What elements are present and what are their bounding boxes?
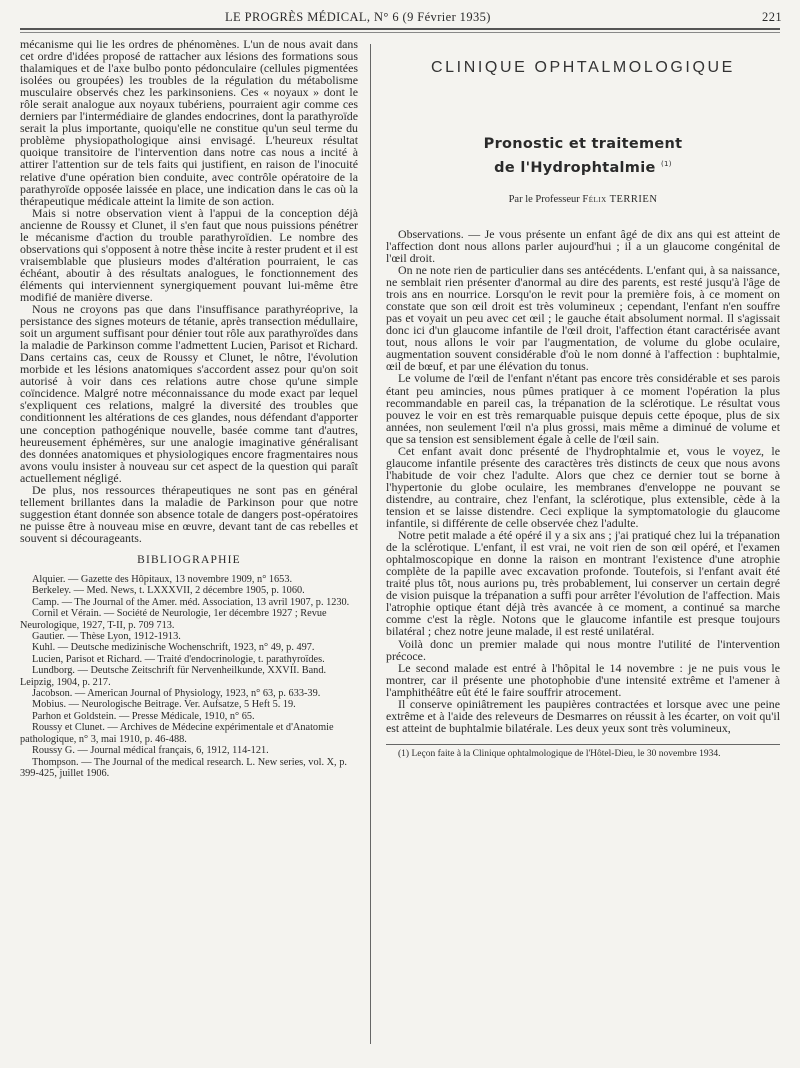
footnote-marker: (1) — [660, 160, 672, 169]
body-paragraph: Il conserve opiniâtrement les paupières contractées et lorsque avec une peine extrême et à l'aide des releveurs de Desmarres on réussit à les écarter, on voit qu'il est atteint de buphtalmie bilatérale. Les deux yeux sont très volumineux, — [386, 696, 780, 735]
author-name: Félix TERRIEN — [582, 193, 658, 205]
bibliography-entry: Jacobson. — American Journal of Physiology, 1923, n° 63, p. 633-39. — [32, 688, 321, 700]
body-paragraph: Notre petit malade a été opéré il y a six ans ; j'ai pratiqué chez lui la trépanation de la sclérotique. L'enfant, il est vrai, ne voit rien de son œil opéré, et l'examen ophtalmoscopique en donne la raison en montrant l'existence d'une atrophie complète de la papille avec excavation profonde. Toutefois, si l'enfant avait été traité plus tôt, nous aurions pu, très probablement, lui conserver un certain degré de vision puisque la trépanation a suffi pour arrêter l'évolution de l'affection. Mais l'atrophie optique étant déjà très avancée à ce moment, a continué sa marche comme c'est la règle. Notons que le glaucome infantile est presque toujours bilatéral ; chez notre jeune malade, il est resté unilatéral. — [386, 528, 780, 639]
bibliography-entry: Lundborg. — Deutsche Zeitschrift für Nervenheilkunde, XXVII. Band. Leipzig, 1904, p. 217. — [20, 665, 327, 688]
body-paragraph: Nous ne croyons pas que dans l'insuffisance parathyréoprive, la persistance des signes moteurs de tétanie, après transection médullaire, soit un argument suffisant pour dénier tout rôle aux parathyroïdes dans la maladie de Parkinson comme l'admettent Lucien, Parisot et Richard. Dans certains cas, ceux de Roussy et Clunet, le nôtre, l'évolution morbide et les lésions anatomiques s'accordent assez pour qu'on soit autorisé à voir dans ces relations autre chose qu'une simple coïncidence. Malgré notre méconnaissance du mode exact par lequel s'expliquent ces relations, malgré la diversité des troubles que conditionnent les altérations de ces glandes, nous défendant d'apporter une conception pathogénique nouvelle, basée comme tant d'autres, heureusement éphémères, sur une analogie imaginative généralisant des données anatomiques et physiologiques encore fragmentaires nous avons voulu insister à nouveau sur cet aspect de la question qui paraît actuellement négligé. — [20, 302, 358, 485]
body-paragraph: On ne note rien de particulier dans ses antécédents. L'enfant qui, à sa naissance, ne semblait rien présenter d'anormal au dire des parents, est resté jusqu'à l'âge de trois ans en nourrice. Lorsqu'on le revit pour la première fois, à ce moment on constate que son œil droit est très volumineux ; cependant, l'enfant n'en souffre pas et voyait un peu avec cet œil ; le gauche était absolument normal. Il s'agissait donc ici d'un glaucome infantile de l'œil droit, l'affection étant caractérisée avant tout, nous allons le voir par l'augmentation, de volume du globe oculaire, augmentation souvent considérable d'où le nom donné à l'affection : buphtalmie, œil de bœuf, et par une élévation du tonus. — [386, 263, 780, 374]
body-paragraph: mécanisme qui lie les ordres de phénomènes. L'un de nous avait dans cet ordre d'idées proposé de rattacher aux lésions des formations sous thalamiques et de l'axe bulbo ponto pédonculaire (cellules pigmentées isolées ou groupées) les troubles de la régulation du métabolisme musculaire observés chez les parkinsoniens. Ces « noyaux » dont le rôle serait analogue aux noyaux tubériens, pourraient agir comme ces derniers par l'intermédiaire de glandes endocrines, dont la parathyroïde serait la plus importante, quoiqu'elle ne constitue qu'un seul terme du problème physiopathologique ainsi envisagé. L'heureux résultat quoique transitoire de l'intervention dans notre cas nous a incité à attirer l'attention sur de tels faits qui justifient, en raison de l'inocuité relative d'une opération bien conduite, avec contrôle opératoire de la parathyroïde opposée laissée en place, une indication dans le cas où la thérapeutique médicale atteint la limite de son action. — [20, 38, 358, 208]
bibliography-entry: Alquier. — Gazette des Hôpitaux, 13 novembre 1909, n° 1653. — [32, 574, 293, 586]
body-paragraph: Le second malade est entré à l'hôpital le 14 novembre : je ne puis vous le montrer, car il présente une photophobie d'une intensité extrême et l'amener à l'amphithéâtre eût été le faire souffrir atrocement. — [386, 660, 780, 699]
article-title-line-2 — [386, 154, 780, 178]
bibliography-entry: Kuhl. — Deutsche medizinische Wochenschrift, 1923, n° 49, p. 497. — [32, 642, 315, 654]
running-title: LE PROGRÈS MÉDICAL, N° 6 (9 Février 1935) — [225, 10, 491, 24]
article-title — [386, 134, 780, 178]
header-rule-thin — [20, 32, 780, 33]
body-paragraph: Le volume de l'œil de l'enfant n'étant pas encore très considérable et ses parois étant peu amincies, nous pûmes pratiquer à ce moment l'opération la plus recommandable en pareil cas, la trépanation de la sclérotique. Le résultat vous pouvez le voir en est très remarquable puisque depuis cette époque, plus de six années, non seulement l'œil n'a plus grossi, mais même a diminué de volume et que sa tension est sensiblement égale à celle de l'œil sain. — [386, 371, 780, 446]
body-paragraph: Observations. — Je vous présente un enfant âgé de dix ans qui est atteint de l'affection dont nous allons parler aujourd'hui ; il a un glaucome congénital de l'œil droit. — [386, 226, 780, 266]
bibliography-entry: Lucien, Parisot et Richard. — Traité d'endocrinologie, t. parathyroïdes. — [32, 653, 325, 665]
bibliography-entry: Roussy G. — Journal médical français, 6, 1912, 114-121. — [32, 745, 269, 757]
footnote-rule — [386, 744, 780, 745]
bibliography-entry: Cornil et Vérain. — Société de Neurologie, 1er décembre 1927 ; Revue Neurologique, 1927, T-II, p. 709 713. — [20, 608, 327, 631]
article-title-line-1: Pronostic et traitement — [483, 136, 683, 153]
bibliography-entry: Berkeley. — Med. News, t. LXXXVII, 2 décembre 1905, p. 1060. — [32, 585, 305, 597]
byline — [386, 194, 780, 206]
article-title-text: de l'Hydrophtalmie — [494, 159, 656, 176]
body-paragraph: Voilà donc un premier malade qui nous montre l'utilité de l'intervention précoce. — [386, 636, 780, 663]
body-paragraph: Mais si notre observation vient à l'appui de la conception déjà ancienne de Roussy et Clunet, il s'en faut que nous puissions pénétrer le mécanisme d'action du trouble parathyroïdien. Le nombre des observations qui s'opposent à notre thèse incite à rester prudent et il est vraisemblable que plusieurs modes d'altération pourraient, le cas échéant, aboutir à des résultats analogues, le fonctionnement des éléments qui interviennent synergiquement pouvant lui-même être modifié de manière diverse. — [20, 205, 358, 304]
bibliography-entry: Thompson. — The Journal of the medical research. L. New series, vol. X, p. 399-425, juillet 1906. — [20, 756, 347, 779]
bibliography-entry: Camp. — The Journal of the Amer. méd. Association, 13 avril 1907, p. 1230. — [32, 596, 350, 608]
page-number: 221 — [762, 10, 782, 24]
footnote: (1) Leçon faite à la Clinique ophtalmologique de l'Hôtel-Dieu, le 30 novembre 1934. — [398, 748, 721, 759]
bibliography-entry: Mobius. — Neurologische Beitrage. Ver. Aufsatze, 5 Heft 5. 19. — [32, 699, 296, 711]
bibliography-entry: Gautier. — Thèse Lyon, 1912-1913. — [32, 631, 181, 643]
page-header — [20, 8, 782, 30]
header-rule — [20, 28, 780, 30]
section-heading: CLINIQUE OPHTALMOLOGIQUE — [431, 59, 735, 76]
body-paragraph: Cet enfant avait donc présenté de l'hydrophtalmie et, vous le voyez, le glaucome infantile présente des caractères très distincts de ceux que nous avons l'habitude de voir chez l'adulte. Alors que chez ce dernier tout se borne à l'hypertonie du globe oculaire, les membranes d'enveloppe ne pouvant se distendre, au contraire, chez l'enfant, la sclérotique, plus extensible, cède à la tension et se laisse distendre. Ceci explique la symptomatologie du glaucome infantile, si différente de celle observée chez l'adulte. — [386, 443, 780, 531]
right-column — [386, 38, 780, 1053]
body-paragraph: De plus, nos ressources thérapeutiques ne sont pas en général tellement brillantes dans la maladie de Parkinson pour que notre suggestion étant donnée son absence totale de dangers post-opératoires ne puisse être à nouveau mise en œuvre, devant tant de cas rebelles et souvent si décourageants. — [20, 482, 358, 545]
byline-prefix: Par le Professeur — [508, 193, 580, 205]
bibliography-entry: Roussy et Clunet. — Archives de Médecine expérimentale et d'Anatomie pathologique, n° 3, mai 1910, p. 46-488. — [20, 722, 334, 745]
bibliography-entry: Parhon et Goldstein. — Presse Médicale, 1910, n° 65. — [32, 710, 255, 722]
column-divider — [370, 44, 371, 1044]
bibliography-title: BIBLIOGRAPHIE — [137, 553, 241, 566]
left-column — [20, 38, 358, 1048]
